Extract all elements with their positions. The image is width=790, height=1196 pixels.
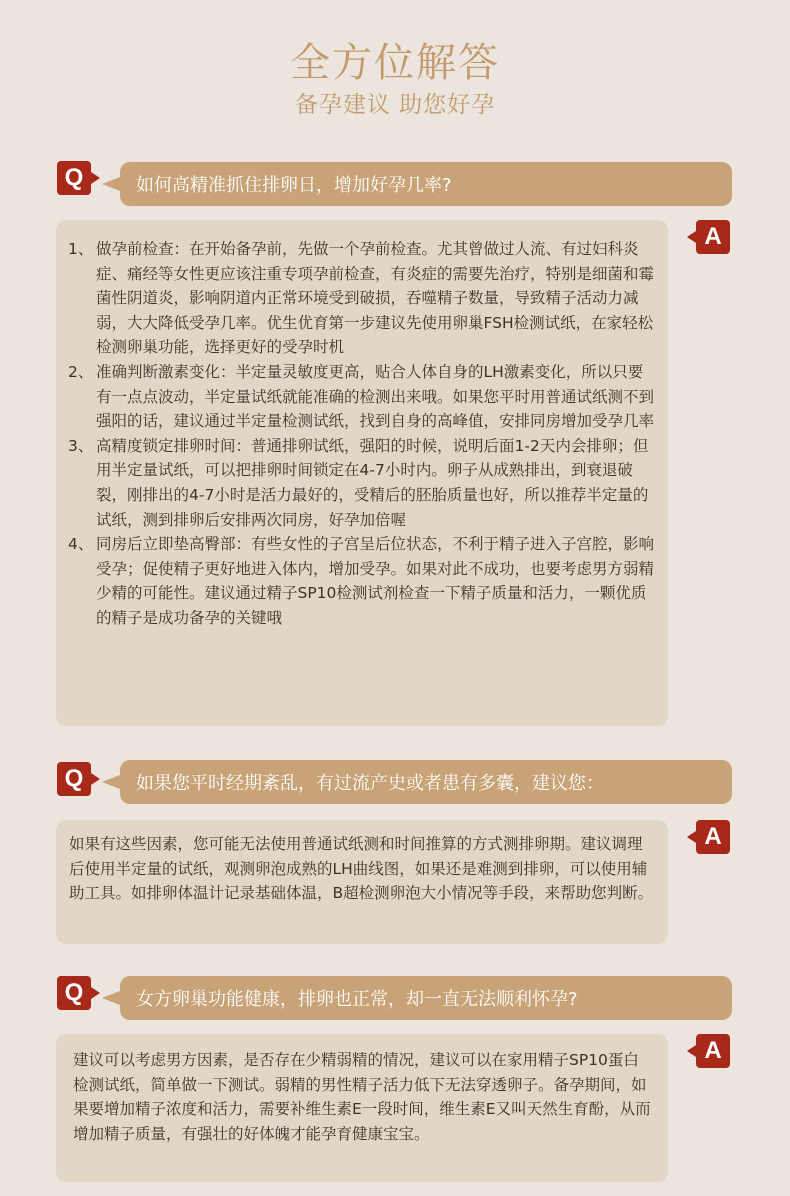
question-bar: 如果您平时经期紊乱，有过流产史或者患有多囊，建议您： [120, 760, 732, 804]
page-header [0, 38, 790, 120]
answer-list [68, 237, 654, 631]
item-text: 准确判断激素变化：半定量灵敏度更高，贴合人体自身的LH激素变化，所以只要有一点点波动，半定量试纸就能准确的检测出来哦。如果您平时用普通试纸测不到强阳的话，建议通过半定量检测试纸，找到自身的高峰值，安排同房增加受孕几率 [96, 362, 655, 431]
question-bar: 女方卵巢功能健康，排卵也正常，却一直无法顺利怀孕? [120, 976, 732, 1020]
answer-box [56, 1034, 668, 1182]
item-number: 4、 [68, 535, 94, 554]
answer-text: 如果有这些因素，您可能无法使用普通试纸测和时间推算的方式测排卵期。建议调理后使用半定量的试纸，观测卵泡成熟的LH曲线图，如果还是难测到排卵，可以使用辅助工具。如排卵体温计记录基础体温，B超检测卵泡大小情况等手段，来帮助您判断。 [69, 835, 654, 903]
answer-box [56, 820, 668, 944]
page-subtitle: 备孕建议 助您好孕 [294, 92, 496, 118]
question-badge: Q [57, 976, 91, 1010]
item-number: 2、 [68, 362, 94, 381]
answer-list-item [68, 532, 654, 630]
answer-badge: A [696, 1034, 730, 1068]
answer-list-item [68, 434, 654, 532]
answer-box [56, 220, 668, 726]
answer-badge: A [696, 820, 730, 854]
question-badge: Q [57, 161, 91, 195]
answer-list-item [68, 237, 654, 360]
question-badge: Q [57, 762, 91, 796]
item-text: 高精度锁定排卵时间：普通排卵试纸，强阳的时候，说明后面1-2天内会排卵；但用半定量试纸，可以把排卵时间锁定在4-7小时内。卵子从成熟排出，到衰退破裂，刚排出的4-7小时是活力最好的，受精后的胚胎质量也好，所以推荐半定量的试纸，测到排卵后安排两次同房，好孕加倍喔 [96, 436, 649, 529]
item-text: 做孕前检查：在开始备孕前，先做一个孕前检查。尤其曾做过人流、有过妇科炎症、痛经等女性更应该注重专项孕前检查，有炎症的需要先治疗，特别是细菌和霉菌性阴道炎，影响阴道内正常环境受到破损，吞噬精子数量，导致精子活动力减弱，大大降低受孕几率。优生优育第一步建议先使用卵巢FSH检测试纸，在家轻松检测卵巢功能，选择更好的受孕时机 [96, 240, 655, 357]
answer-list-item [68, 360, 654, 434]
question-bar: 如何高精准抓住排卵日，增加好孕几率? [120, 162, 732, 206]
answer-text: 建议可以考虑男方因素，是否存在少精弱精的情况，建议可以在家用精子SP10蛋白检测试纸，简单做一下测试。弱精的男性精子活力低下无法穿透卵子。备孕期间，如果要增加精子浓度和活力，需要补维生素E一段时间，维生素E又叫天然生育酚，从而增加精子质量，有强壮的好体魄才能孕育健康宝宝。 [73, 1051, 651, 1143]
page-title: 全方位解答 [290, 40, 500, 86]
item-number: 1、 [68, 240, 94, 258]
item-number: 3、 [68, 436, 94, 455]
item-text: 同房后立即垫高臀部：有些女性的子宫呈后位状态，不利于精子进入子宫腔，影响受孕；促使精子更好地进入体内，增加受孕。如果对此不成功，也要考虑男方弱精少精的可能性。建议通过精子SP10检测试剂检查一下精子质量和活力，一颗优质的精子是成功备孕的关键哦 [96, 535, 655, 627]
answer-badge: A [696, 220, 730, 254]
